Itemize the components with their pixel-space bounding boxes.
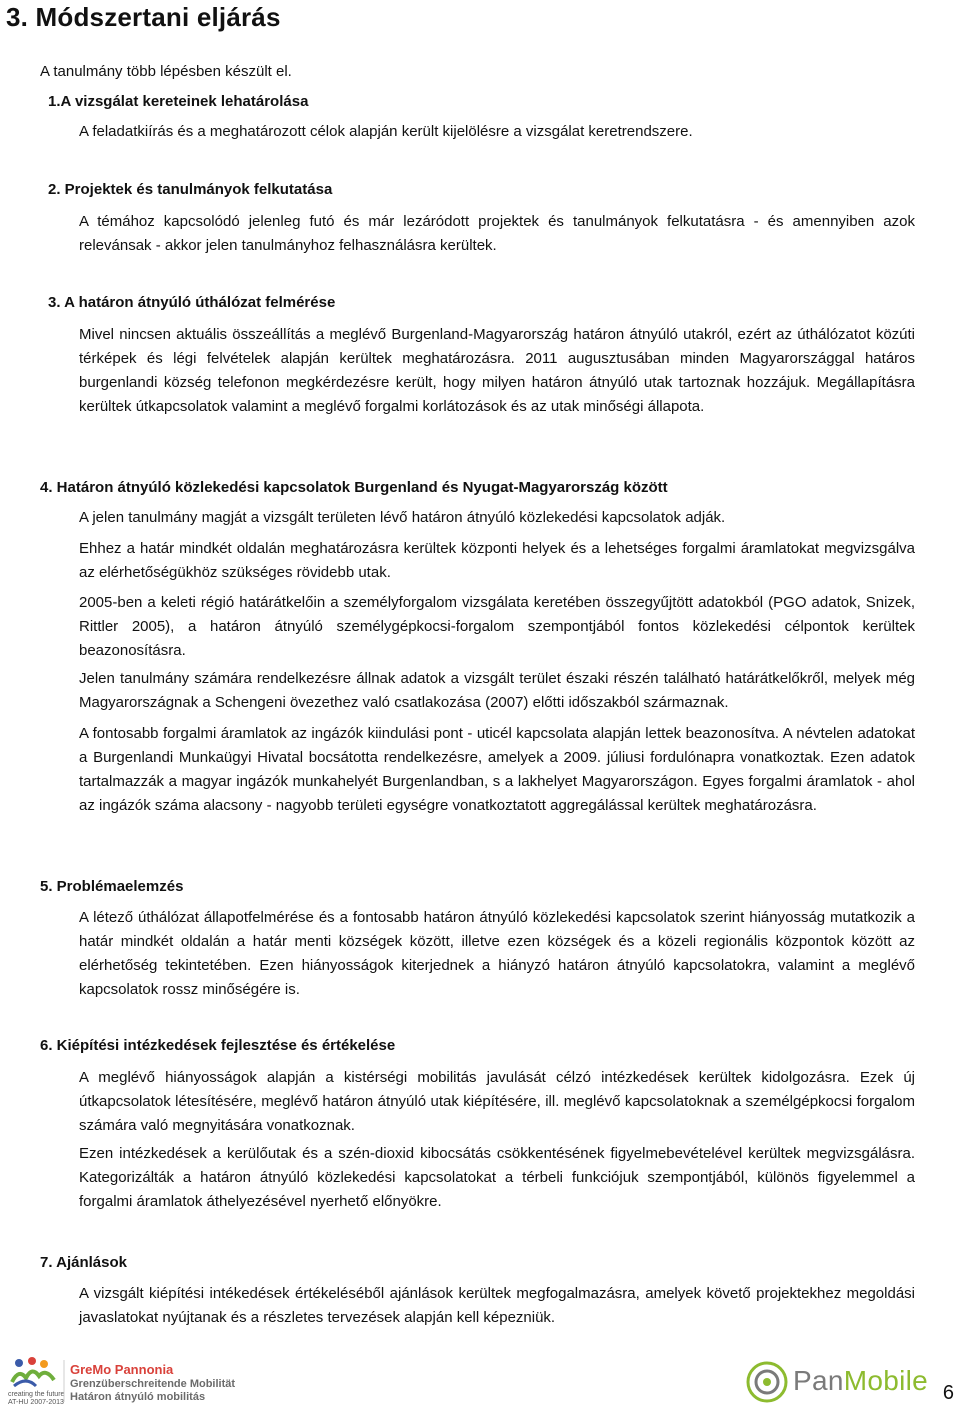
panmobile-logo bbox=[745, 1360, 945, 1404]
section-7-paragraph: A vizsgált kiépítési intékedések értékeléséből ajánlások kerültek megfogalmazásra, amelyek követő projektekhez megoldási javaslatokat nyújtanak és a részletes tervezések alapján kell képezniük. bbox=[79, 1285, 915, 1326]
section-4-paragraph-3: 2005-ben a keleti régió határátkelőin a személyforgalom vizsgálata keretében összegyűjtött adatokból (PGO adatok, Snizek, Rittler 2005), a határon átnyúló személygépkocsi-forgalom szempontjából fontos közlekedési célpontok kerültek beazonosításra. bbox=[79, 594, 915, 659]
section-4-paragraph-1: A jelen tanulmány magját a vizsgált területen lévő határon átnyúló közlekedési kapcsolatok adják. bbox=[79, 509, 726, 526]
section-1-paragraph: A feladatkiírás és a meghatározott célok alapján került kijelölésre a vizsgálat keretrendszere. bbox=[79, 123, 693, 140]
section-heading-4: 4. Határon átnyúló közlekedési kapcsolatok Burgenland és Nyugat-Magyarország között bbox=[40, 479, 668, 496]
section-5-paragraph: A létező úthálózat állapotfelmérése és a fontosabb határon átnyúló közlekedési kapcsolatok szerint hiányosság mutatkozik a határ mindkét oldalán a határ menti községek között, illetve ezen községek és a közeli regionális központok között az elérhetőség tekintetében. Ezen hiányosságok kiterjednek a hiányzó határon átnyúló kapcsolatokra, valamint a meglévő kapcsolatok rossz minőségére is. bbox=[79, 909, 915, 998]
panmobile-icon bbox=[745, 1360, 789, 1404]
section-6-paragraph-1: A meglévő hiányosságok alapján a kistérségi mobilitás javulását célzó intézkedések kerültek kidolgozásra. Ezek új útkapcsolatok létesítésére, meglévő határon átnyúló utak kiépítésére, ill. meglévő kapcsolatoknak a személgépkocsi forgalom számára való megnyitására vonatkoznak. bbox=[79, 1069, 915, 1134]
section-2-paragraph: A témához kapcsolódó jelenleg futó és már lezáródott projektek és tanulmányok felkutatásra - és amennyiben azok relevánsak - akkor jelen tanulmányhoz felhasználásra kerültek. bbox=[79, 213, 915, 254]
panmobile-mobile: Mobile bbox=[843, 1365, 929, 1396]
gremo-name: GreMo Pannonia bbox=[70, 1362, 174, 1377]
page-title: 3. Módszertani eljárás bbox=[6, 2, 281, 32]
section-heading-1: 1.A vizsgálat kereteinek lehatárolása bbox=[48, 93, 309, 110]
section-heading-5: 5. Problémaelemzés bbox=[40, 878, 184, 895]
section-heading-6: 6. Kiépítési intézkedések fejlesztése és értékelése bbox=[40, 1037, 396, 1054]
intro-text: A tanulmány több lépésben készült el. bbox=[40, 63, 292, 80]
section-heading-3: 3. A határon átnyúló úthálózat felmérése bbox=[48, 294, 336, 311]
section-heading-7: 7. Ajánlások bbox=[40, 1254, 127, 1271]
footer-logos-left bbox=[6, 1356, 306, 1406]
ctf-tagline: creating the future bbox=[8, 1391, 65, 1398]
gremo-line-2: Határon átnyúló mobilitás bbox=[70, 1391, 206, 1403]
section-6-paragraph-2: Ezen intézkedések a kerülőutak és a szén-dioxid kibocsátás csökkentésének figyelmebevételével kerültek megvizsgálásra. Kategorizálták a határon átnyúló közlekedési kapcsolatokat a térbeli funkciójuk szempontjából, különös figyelemmel a forgalmi áramlatok áthelyezésével nyerhető előnyökre. bbox=[79, 1145, 915, 1210]
page-number: 6 bbox=[942, 1382, 954, 1404]
section-4-paragraph-2: Ehhez a határ mindkét oldalán meghatározásra kerültek központi helyek és a lehetséges forgalmi áramlatokat megvizsgálva az elérhetőségükhöz szükséges rövidebb utak. bbox=[79, 540, 915, 581]
ctf-program: AT-HU 2007-2013 bbox=[8, 1399, 64, 1406]
panmobile-pan: Pan bbox=[793, 1365, 844, 1396]
section-4-paragraph-4: Jelen tanulmány számára rendelkezésre állnak adatok a vizsgált terület északi részén található határátkelőkről, melyek még Magyarországnak a Schengeni övezethez való csatlakozása (2007) előtti időszakból származnak. bbox=[79, 670, 915, 711]
section-heading-2: 2. Projektek és tanulmányok felkutatása bbox=[48, 181, 333, 198]
gremo-line-1: Grenzüberschreitende Mobilität bbox=[70, 1378, 236, 1390]
section-3-paragraph: Mivel nincsen aktuális összeállítás a meglévő Burgenland-Magyarország határon átnyúló utakról, ezért az úthálózatot közúti térképek és légi felvételek alapján kerültek meghatározásra. 2011 augusztusában minden Magyarországgal határos burgenlandi község telefonon megkérdezésre került, hogy milyen határon átnyúló utak tartoznak hozzájuk. Megállapításra kerültek útkapcsolatok valamint a meglévő forgalmi korlátozások és az utak minőségi állapota. bbox=[79, 326, 915, 415]
section-4-paragraph-5: A fontosabb forgalmi áramlatok az ingázók kiindulási pont - uticél kapcsolata alapján lettek beazonosítva. A névtelen adatokat a Burgenlandi Munkaügyi Hivatal bocsátotta rendelkezésre, amelyek a 2009. júliusi fordulónapra vonatkoztak. Ezen adatok tartalmazzák a magyar ingázók munkahelyét Burgenlandban, s a lakhelyet Magyarországon. Egyes forgalmi áramlatok - ahol az ingázók száma alacsony - nagyobb területi egységre vonatkoztatott aggregálással kerültek meghatározásra. bbox=[79, 725, 915, 814]
